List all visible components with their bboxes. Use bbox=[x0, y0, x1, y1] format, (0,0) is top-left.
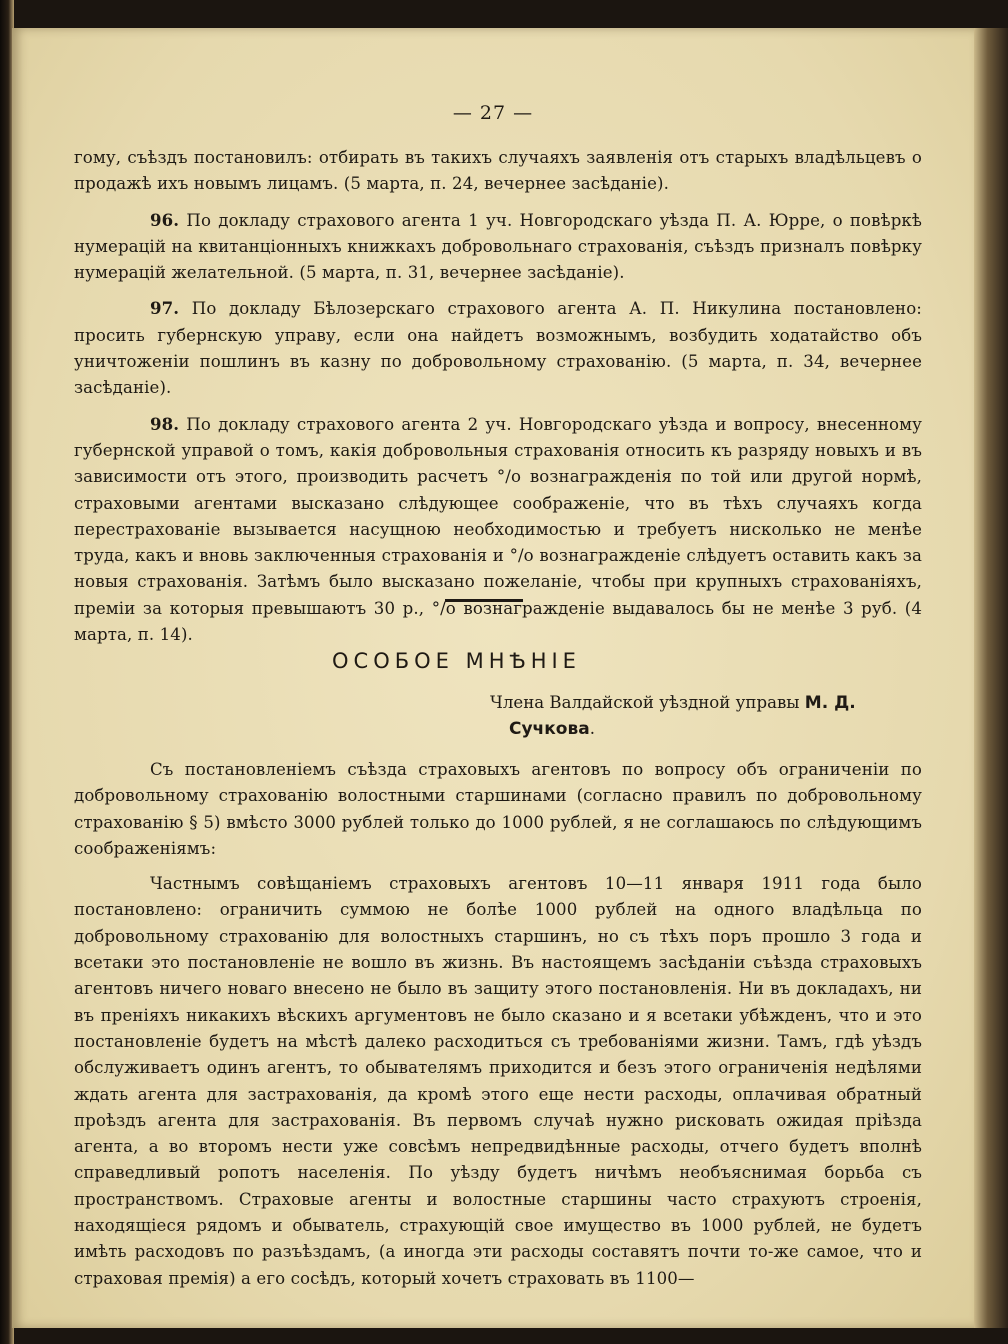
author-surname: Сучкова bbox=[509, 719, 590, 739]
dissent-paragraph-1: Съ постановленіемъ съѣзда страховыхъ агентовъ по вопросу объ ограниченіи по добровольному страхованію волостными старшинами (согласно правилъ по добровольному страхованію § 5) вмѣсто 3000 рублей только до 1000 рублей, я не соглашаюсь по слѣдующимъ соображеніямъ: bbox=[74, 760, 922, 858]
resolutions-block bbox=[74, 145, 922, 648]
author-line bbox=[490, 690, 856, 742]
paragraph-text: По докладу страхового агента 1 уч. Новгородскаго уѣзда П. А. Юрре, о повѣркѣ нумерацій на квитанціонныхъ книжкахъ добровольнаго страхованія, съѣздъ призналъ повѣрку нумерацій желательной. (5 марта, п. 31, вечернее засѣданіе). bbox=[74, 210, 922, 283]
item-number: 97. bbox=[150, 298, 180, 319]
paragraph-text: По докладу Бѣлозерскаго страхового агента А. П. Никулина постановлено: просить губернскую управу, если она найдетъ возможнымъ, возбудить ходатайство объ уничтоженіи пошлинъ въ казну по добровольному страхованію. (5 марта, п. 34, вечернее засѣданіе). bbox=[74, 299, 922, 398]
paragraph-text: По докладу страхового агента 2 уч. Новгородскаго уѣзда и вопросу, внесенному губернской управой о томъ, какія добровольныя страхованія относить къ разряду новыхъ и въ зависимости отъ этого, производить расчетъ °/о вознагражденія по той или другой нормѣ, страховыми агентами высказано слѣдующее соображеніе, что въ тѣхъ случаяхъ когда перестрахованіе вызывается насущною необходимостью и требуетъ нисколько не менѣе труда, какъ и вновь заключенныя страхованія и °/о вознагражденіе слѣдуетъ оставить какъ за новыя страхованія. Затѣмъ было высказано пожеланіе, чтобы при крупныхъ страхованіяхъ, преміи за которыя превышаютъ 30 р., °/о вознагражденіе выдавалось бы не менѣе 3 руб. (4 марта, п. 14). bbox=[74, 414, 922, 645]
paragraph-continuation: гому, съѣздъ постановилъ: отбирать въ такихъ случаяхъ заявленія отъ старыхъ владѣльцевъ о продажѣ ихъ новымъ лицамъ. (5 марта, п. 24, вечернее засѣданіе). bbox=[74, 148, 922, 194]
dissent-paragraph-2: Частнымъ совѣщаніемъ страховыхъ агентовъ 10—11 января 1911 года было постановлено: ограничить суммою не болѣе 1000 рублей на одного владѣльца по добровольному страхованію для волостныхъ старшинъ, но съ тѣхъ поръ прошло 3 года и всетаки это постановленіе не вошло въ жизнь. Въ настоящемъ засѣданіи съѣзда страховыхъ агентовъ ничего новаго внесено не было въ защиту этого постановленія. Ни въ докладахъ, ни въ преніяхъ никакихъ вѣскихъ аргументовъ не было сказано и я всетаки убѣжденъ, что и это постановленіе будетъ на мѣстѣ далеко расходиться съ требованіями жизни. Тамъ, гдѣ уѣздъ обслуживаетъ одинъ агентъ, то обывателямъ приходится и безъ этого ограниченія недѣлями ждать агента для застрахованія, да кромѣ этого еще нести расходы, оплачивая обратный проѣздъ агента для застрахованія. Въ первомъ случаѣ нужно рисковать ожидая пріѣзда агента, а во второмъ нести уже совсѣмъ непредвидѣнные расходы, отчего будетъ вполнѣ справедливый ропотъ населенія. По уѣзду будетъ ничѣмъ необъяснимая борьба съ пространствомъ. Страховые агенты и волостные старшины часто страхуютъ строенія, находящіеся рядомъ и обыватель, страхующій свое имущество въ 1000 рублей, не будетъ имѣть расходовъ по разъѣздамъ, (а иногда эти расходы составятъ почти то-же самое, что и страховая премія) а его сосѣдъ, который хочетъ страховать въ 1100— bbox=[74, 874, 922, 1288]
author-initials: М. Д. bbox=[804, 693, 856, 713]
document-page bbox=[12, 28, 974, 1328]
page-number: — 27 — bbox=[452, 102, 534, 124]
paragraph-98 bbox=[74, 411, 922, 649]
dissent-block bbox=[74, 757, 922, 1292]
item-number: 98. bbox=[150, 413, 180, 434]
page-edge bbox=[974, 28, 1008, 1328]
section-divider bbox=[445, 599, 523, 602]
author-suffix: . bbox=[589, 719, 595, 738]
section-title: ОСОБОЕ МНѢНІЕ bbox=[332, 649, 581, 673]
paragraph-96 bbox=[74, 207, 922, 287]
item-number: 96. bbox=[150, 209, 180, 230]
author-prefix: Члена Валдайской уѣздной управы bbox=[490, 693, 805, 712]
paragraph-97 bbox=[74, 295, 922, 401]
